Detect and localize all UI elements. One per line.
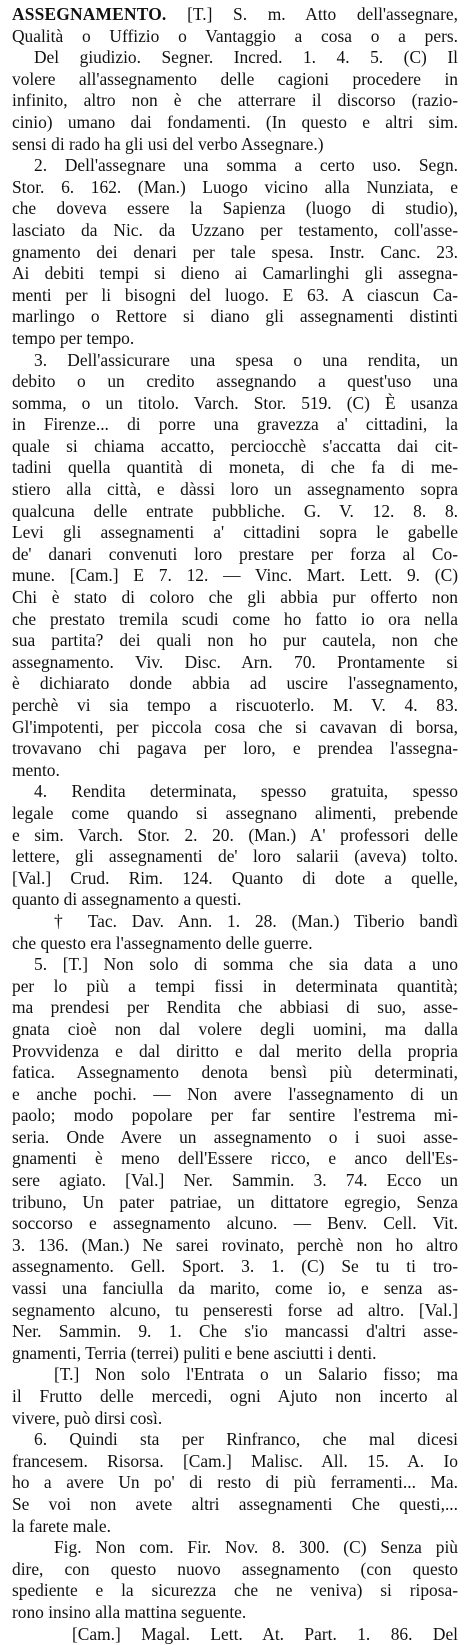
text-line: 5. [T.] Non solo di somma che sia data a uno bbox=[34, 954, 458, 975]
text-line: Fig. Non com. Fir. Nov. 8. 300. (C) Senza più bbox=[54, 1537, 458, 1558]
text-line bbox=[12, 4, 458, 26]
text-line: gnata cioè non dal volere degli uomini, ma dalla bbox=[12, 1018, 458, 1039]
text-line: vivere, può dirsi così. bbox=[12, 1407, 163, 1428]
text-line: segnamento alcuno, tu penseresti forse ad altro. [Val.] bbox=[12, 1299, 458, 1320]
text-line: marlingo o Rettore si diano gli assegnamenti distinti bbox=[12, 306, 458, 327]
text-line: 2. Dell'assegnare una somma a certo uso. Segn. bbox=[34, 155, 458, 176]
text-line: e anche pochi. — Non avere l'assegnamento di un bbox=[12, 1083, 458, 1104]
text-line: qualcuna delle entrate pubbliche. G. V. 12. 8. 8. bbox=[12, 500, 458, 521]
text-line: Gl'impotenti, per piccola cosa che si cavavan di borsa, bbox=[12, 716, 458, 737]
text-line: 4. Rendita determinata, spesso gratuita, spesso bbox=[34, 781, 458, 802]
text-line: in Firenze... di porre una gravezza a' cittadini, la bbox=[12, 414, 458, 435]
text-line: Provvidenza e dal diritto e dal merito della propria bbox=[12, 1040, 458, 1061]
text-line: gnamenti, Terria (terrei) puliti e bene asciutti i denti. bbox=[12, 1342, 377, 1363]
text-line: somma, o un titolo. Varch. Stor. 519. (C) È usanza bbox=[12, 392, 458, 413]
text-line: tempo per tempo. bbox=[12, 327, 135, 348]
text-line: lasciato da Nic. da Uzzano per testamento, coll'asse- bbox=[12, 219, 458, 240]
text-line: menti per li bisogni del luogo. E 63. A ciascun Ca- bbox=[12, 284, 458, 305]
text-line: ma prendesi per Rendita che abbiasi di suo, asse- bbox=[12, 997, 458, 1018]
text-line: paolo; modo popolare per far sentire l'estrema mi- bbox=[12, 1105, 458, 1126]
text-line: quale si chiama accatto, perciocchè s'accatta dai cit- bbox=[12, 435, 458, 456]
entry-headword: ASSEGNAMENTO. bbox=[12, 4, 167, 24]
text-line: debito o un credito assegnando a quest'uso una bbox=[12, 371, 458, 392]
text-line: legale come quando si assegnano alimenti, prebende bbox=[12, 802, 458, 823]
text-line: la farete male. bbox=[12, 1515, 111, 1536]
text-line: assegnamento. Gell. Sport. 3. 1. (C) Se tu ti tro- bbox=[12, 1256, 458, 1277]
text-line: infinito, altro non è che atterrare il discorso (razio- bbox=[12, 90, 458, 111]
text-line: Ai debiti tempi si dieno ai Camarlinghi gli assegna- bbox=[12, 263, 458, 284]
text-line: che questo era l'assegnamento delle guerre. bbox=[12, 932, 313, 953]
text-line: vassi una fanciulla da marito, come io, e senza as- bbox=[12, 1278, 458, 1299]
text-line: dire, con questo nuovo assegnamento (con questo bbox=[12, 1558, 458, 1579]
text-line: gnamenti è meno dell'Essere ricco, e anco dell'Es- bbox=[12, 1148, 458, 1169]
text-line: gnamento dei denari per tale spesa. Instr. Canc. 23. bbox=[12, 241, 458, 262]
text-line: Ner. Sammin. 9. 1. Che s'io mancassi d'altri asse- bbox=[12, 1321, 458, 1342]
text-line: Levi gli assegnamenti a' cittadini sopra le gabelle bbox=[12, 522, 458, 543]
text-line: [Val.] Crud. Rim. 124. Quanto di dote a quelle, bbox=[12, 867, 458, 888]
text-line: sua partita? dei quali non ho pur cautela, non che bbox=[12, 630, 458, 651]
text-line: soccorso e assegnamento alcuno. — Benv. Cell. Vit. bbox=[12, 1213, 458, 1234]
text-line: Qualità o Uffizio o Vantaggio a cosa o a pers. bbox=[12, 25, 458, 46]
text-line: Se voi non avete altri assegnamenti Che questi,... bbox=[12, 1493, 458, 1514]
text-line: spediente e la sicurezza che ne veniva) si riposa- bbox=[12, 1580, 458, 1601]
text-line: perchè vi sia tempo a riscuoterlo. M. V. 4. 83. bbox=[12, 695, 458, 715]
text-line: cinio) umano dai fondamenti. (In questo e altri sim. bbox=[12, 111, 458, 132]
entry-definition: [T.] S. m. Atto dell'assegnare, bbox=[166, 4, 458, 24]
text-line: che prestato tremila scudi come ho fatto io ora nella bbox=[12, 608, 458, 629]
text-line: Stor. 6. 162. (Man.) Luogo vicino alla Nunziata, e bbox=[12, 176, 458, 197]
text-line: de' danari convenuti loro prestare per forza al Co- bbox=[12, 543, 458, 564]
text-line: [T.] Non solo l'Entrata o un Salario fisso; ma bbox=[54, 1364, 458, 1385]
text-line: francesem. Risorsa. [Cam.] Malisc. All. 15. A. Io bbox=[12, 1450, 458, 1471]
text-line: volere all'assegnamento delle cagioni procedere in bbox=[12, 68, 458, 89]
text-line: per lo più a tempi fissi in determinata quantità; bbox=[12, 975, 458, 996]
text-line: seria. Onde Avere un assegnamento o i suoi asse- bbox=[12, 1126, 458, 1147]
text-line: ho a avere Un po' di resto di più ferramenti... Ma. bbox=[12, 1472, 458, 1493]
text-line: assegnamento. Viv. Disc. Arn. 70. Prontamente si bbox=[12, 651, 458, 672]
text-line: mento. bbox=[12, 759, 60, 780]
text-line: fatica. Assegnamento denota bensì più determinati, bbox=[12, 1062, 458, 1083]
text-line: Del giudizio. Segner. Incred. 1. 4. 5. (C) Il bbox=[34, 47, 458, 68]
text-line: che doveva essere la Sapienza (luogo di studio), bbox=[12, 198, 458, 219]
text-line: 6. Quindi sta per Rinfranco, che mal dicesi bbox=[34, 1429, 458, 1450]
text-line: sensi di rado ha gli usi del verbo Assegnare.) bbox=[12, 133, 324, 154]
text-line: 3. 136. (Man.) Ne sarei rovinato, perchè non ho altro bbox=[12, 1234, 458, 1255]
text-line: mune. [Cam.] E 7. 12. — Vinc. Mart. Lett. 9. (C) bbox=[12, 565, 458, 586]
text-line: è dichiarato donde abbia ad uscire l'assegnamento, bbox=[12, 673, 458, 694]
text-line: † Tac. Dav. Ann. 1. 28. (Man.) Tiberio bandì bbox=[54, 910, 458, 931]
text-line: il Frutto delle mercedi, ogni Ajuto non incerto al bbox=[12, 1386, 458, 1406]
text-line: stiero alla città, e dàssi loro un assegnamento sopra bbox=[12, 479, 458, 500]
text-line: quanto di assegnamento a questi. bbox=[12, 889, 242, 910]
text-line: tribuno, Un pater patriae, un dittatore egregio, Senza bbox=[12, 1191, 458, 1212]
text-line: [Cam.] Magal. Lett. At. Part. 1. 86. Del bbox=[72, 1623, 458, 1644]
text-line: rono insino alla mattina seguente. bbox=[12, 1601, 247, 1622]
text-line: e sim. Varch. Stor. 2. 20. (Man.) A' professori delle bbox=[12, 824, 458, 845]
text-line: trovavano chi pagava per loro, e prendea l'assegna- bbox=[12, 738, 458, 759]
text-line: tadini quella quantità di moneta, di che fa di me- bbox=[12, 457, 458, 478]
text-line: Chi è stato di coloro che gli abbia pur offerto non bbox=[12, 587, 458, 608]
text-line: sere agiato. [Val.] Ner. Sammin. 3. 74. Ecco un bbox=[12, 1170, 458, 1191]
text-line: 3. Dell'assicurare una spesa o una rendita, un bbox=[34, 349, 458, 370]
text-line: lettere, gli assegnamenti de' loro salarii (aveva) tolto. bbox=[12, 846, 458, 867]
